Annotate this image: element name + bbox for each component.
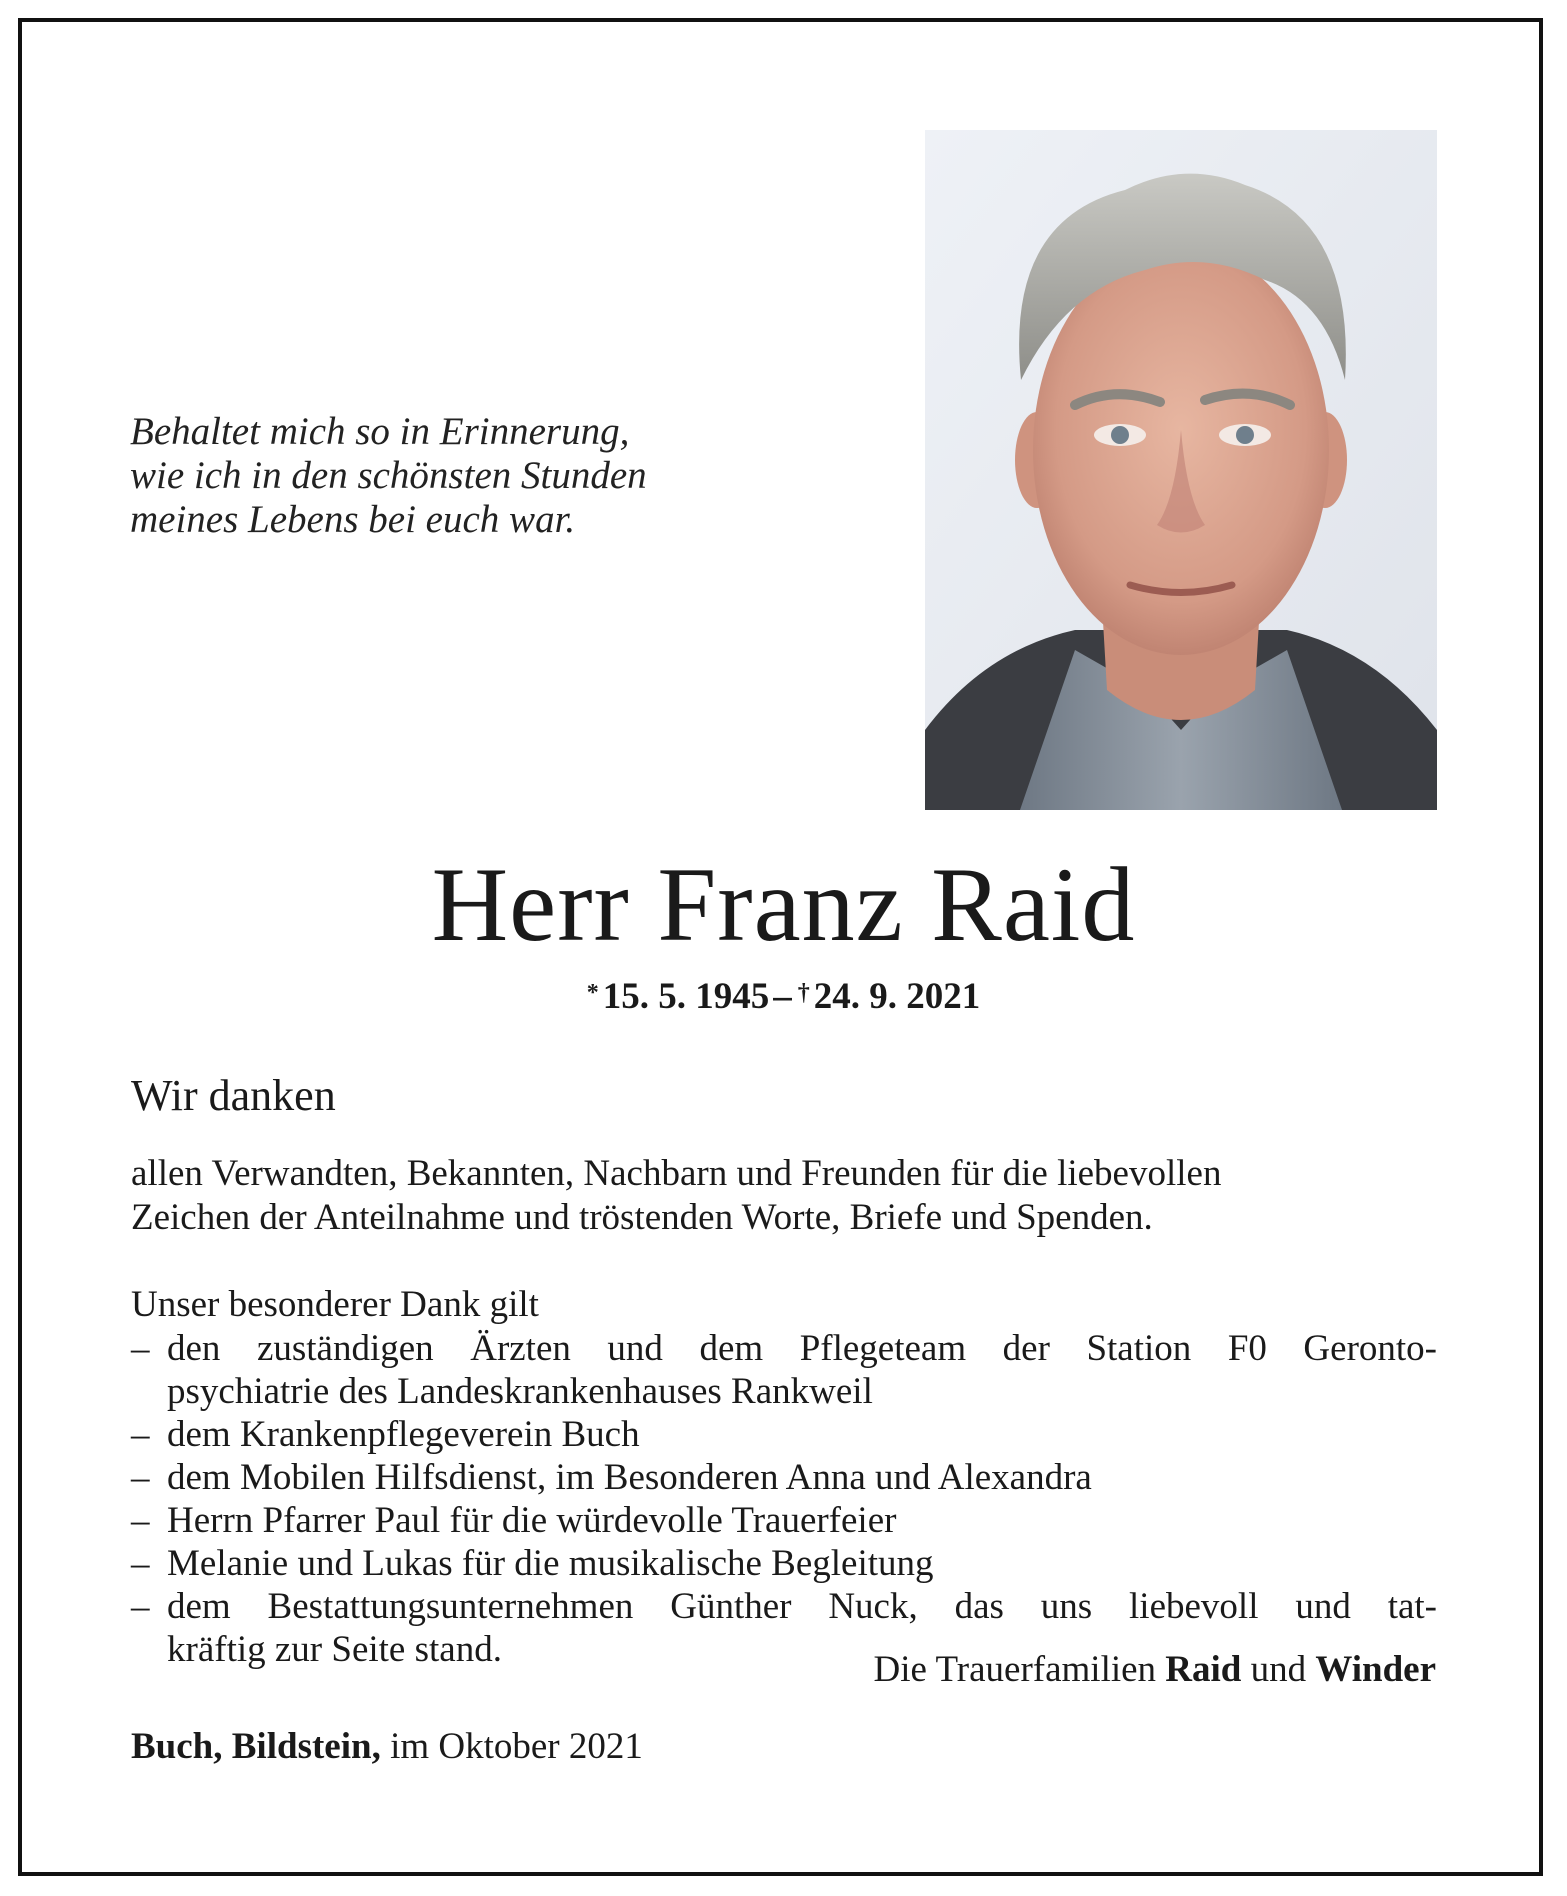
quote-line: meines Lebens bei euch war. [130, 498, 576, 541]
list-item [131, 1499, 1437, 1542]
list-dash: – [131, 1543, 150, 1584]
place-and-date [131, 1725, 643, 1769]
birth-symbol: * [586, 980, 599, 1006]
deceased-name: Herr Franz Raid [431, 846, 1136, 963]
list-dash: – [131, 1586, 150, 1627]
list-item-line: psychiatrie des Landeskrankenhauses Rankweil [167, 1371, 873, 1412]
list-item-line: dem Bestattungsunternehmen Günther Nuck, das uns liebevoll und tat- [167, 1586, 1437, 1627]
list-item-line: kräftig zur Seite stand. [167, 1629, 502, 1670]
place-location: Buch, Bildstein, [131, 1726, 381, 1767]
family-name-raid: Raid [1165, 1649, 1242, 1690]
family-name-winder: Winder [1315, 1649, 1436, 1690]
signature-prefix: Die Trauerfamilien [873, 1649, 1166, 1690]
thanks-paragraph [131, 1152, 1441, 1240]
list-item-line: Herrn Pfarrer Paul für die würdevolle Trauerfeier [167, 1500, 897, 1541]
special-thanks-heading: Unser besonderer Dank gilt [131, 1284, 539, 1325]
memorial-quote [130, 410, 730, 542]
portrait-photo [925, 130, 1437, 810]
death-symbol: † [797, 980, 810, 1006]
paragraph-line: Zeichen der Anteilnahme und tröstenden Worte, Briefe und Spenden. [131, 1197, 1153, 1238]
list-item-line: dem Krankenpflegeverein Buch [167, 1414, 640, 1455]
portrait-illustration [925, 130, 1437, 810]
quote-line: Behaltet mich so in Erinnerung, [130, 410, 630, 453]
special-thanks-list [131, 1327, 1437, 1671]
list-item [131, 1456, 1437, 1499]
list-dash: – [131, 1328, 150, 1369]
family-signature [873, 1648, 1436, 1692]
list-item-line: den zuständigen Ärzten und dem Pflegeteam der Station F0 Geronto- [167, 1328, 1437, 1369]
place-date: im Oktober 2021 [380, 1726, 643, 1767]
signature-connector: und [1241, 1649, 1316, 1690]
life-dates [0, 975, 1567, 1019]
death-date: 24. 9. 2021 [813, 976, 981, 1017]
list-item [131, 1542, 1437, 1585]
list-dash: – [131, 1457, 150, 1498]
list-dash: – [131, 1414, 150, 1455]
list-item [131, 1327, 1437, 1413]
list-item-line: dem Mobilen Hilfsdienst, im Besonderen Anna und Alexandra [167, 1457, 1092, 1498]
list-item [131, 1413, 1437, 1456]
list-dash: – [131, 1500, 150, 1541]
paragraph-line: allen Verwandten, Bekannten, Nachbarn und Freunden für die liebevollen [131, 1153, 1222, 1194]
thanks-heading: Wir danken [131, 1071, 336, 1120]
quote-line: wie ich in den schönsten Stunden [130, 454, 647, 497]
list-item-line: Melanie und Lukas für die musikalische Begleitung [167, 1543, 934, 1584]
date-separator: – [773, 976, 792, 1017]
birth-date: 15. 5. 1945 [602, 976, 770, 1017]
